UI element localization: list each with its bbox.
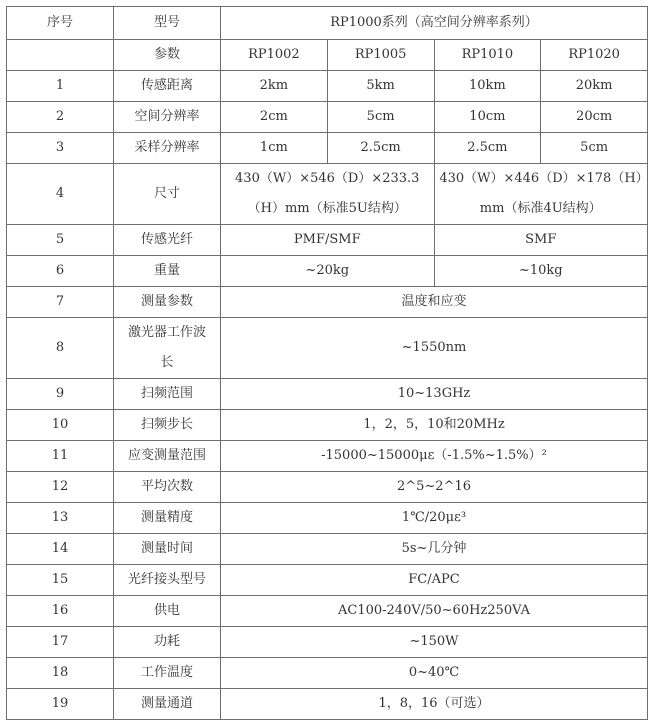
parameter-name: 尺寸 [114,164,221,225]
parameter-name: 传感距离 [114,71,221,102]
parameter-name: 重量 [114,256,221,287]
row-number: 16 [7,596,114,627]
row-number: 2 [7,102,114,133]
parameter-name: 测量参数 [114,287,221,318]
row-number: 11 [7,441,114,472]
parameter-name: 测量时间 [114,534,221,565]
parameter-value: 430（W）×546（D）×233.3（H）mm（标准5U结构） [221,164,435,225]
parameter-value: 2cm [221,102,328,133]
table-row [7,565,648,596]
parameter-value: ~10kg [434,256,648,287]
parameter-name: 应变测量范围 [114,441,221,472]
parameter-value: 20km [541,71,648,102]
parameter-name: 传感光纤 [114,225,221,256]
row-number: 6 [7,256,114,287]
table-row [7,503,648,534]
row-number: 7 [7,287,114,318]
parameter-value: ~20kg [221,256,435,287]
row-number: 19 [7,689,114,720]
row-number: 8 [7,318,114,379]
table-row [7,71,648,102]
parameter-value: 1，2，5，10和20MHz [221,410,648,441]
parameter-value: FC/APC [221,565,648,596]
table-row [7,472,648,503]
parameter-value: 温度和应变 [221,287,648,318]
parameter-name: 平均次数 [114,472,221,503]
parameter-value: 2.5cm [327,133,434,164]
params-label: 参数 [114,40,221,71]
parameter-value: 10~13GHz [221,379,648,410]
table-row [7,410,648,441]
table-row [7,689,648,720]
parameter-name: 采样分辨率 [114,133,221,164]
parameter-value: 430（W）×446（D）×178（H）mm（标准4U结构） [434,164,648,225]
parameter-value: 5cm [541,133,648,164]
parameter-value: SMF [434,225,648,256]
parameter-value: AC100-240V/50~60Hz250VA [221,596,648,627]
parameter-value: 10km [434,71,541,102]
parameter-name: 功耗 [114,627,221,658]
table-row [7,133,648,164]
row-number: 14 [7,534,114,565]
empty-cell [7,40,114,71]
parameter-name: 扫频步长 [114,410,221,441]
table-header-row [7,7,648,40]
parameter-name: 工作温度 [114,658,221,689]
row-number: 1 [7,71,114,102]
parameter-value: 20cm [541,102,648,133]
parameter-value: ~1550nm [221,318,648,379]
parameter-name: 供电 [114,596,221,627]
table-row [7,627,648,658]
parameter-name: 空间分辨率 [114,102,221,133]
table-row [7,102,648,133]
row-number: 10 [7,410,114,441]
header-series: RP1000系列（高空间分辨率系列） [221,7,648,40]
parameter-value: PMF/SMF [221,225,435,256]
parameter-value: 1℃/20με³ [221,503,648,534]
parameter-value: -15000~15000με（-1.5%~1.5%）² [221,441,648,472]
spec-table [6,6,648,720]
parameter-value: 10cm [434,102,541,133]
table-row [7,534,648,565]
header-model: 型号 [114,7,221,40]
parameter-value: 5km [327,71,434,102]
parameter-value: 2km [221,71,328,102]
model-rp1010: RP1010 [434,40,541,71]
row-number: 13 [7,503,114,534]
parameter-name: 扫频范围 [114,379,221,410]
parameter-value: 2.5cm [434,133,541,164]
parameter-value: 1cm [221,133,328,164]
model-rp1020: RP1020 [541,40,648,71]
table-row [7,287,648,318]
model-rp1005: RP1005 [327,40,434,71]
parameter-name: 测量精度 [114,503,221,534]
row-number: 12 [7,472,114,503]
table-row [7,318,648,379]
parameter-value: 2^5~2^16 [221,472,648,503]
parameter-value: 1，8，16（可选） [221,689,648,720]
header-seq: 序号 [7,7,114,40]
parameter-value: 5cm [327,102,434,133]
parameter-value: 0~40℃ [221,658,648,689]
parameter-name: 激光器工作波长 [114,318,221,379]
table-row [7,441,648,472]
row-number: 9 [7,379,114,410]
table-row [7,596,648,627]
model-rp1002: RP1002 [221,40,328,71]
row-number: 17 [7,627,114,658]
table-row [7,658,648,689]
row-number: 4 [7,164,114,225]
parameter-name: 光纤接头型号 [114,565,221,596]
parameter-value: ~150W [221,627,648,658]
row-number: 3 [7,133,114,164]
table-row [7,379,648,410]
parameter-value: 5s~几分钟 [221,534,648,565]
row-number: 5 [7,225,114,256]
row-number: 18 [7,658,114,689]
table-row [7,225,648,256]
table-row [7,164,648,225]
row-number: 15 [7,565,114,596]
parameter-name: 测量通道 [114,689,221,720]
params-row [7,40,648,71]
table-row [7,256,648,287]
